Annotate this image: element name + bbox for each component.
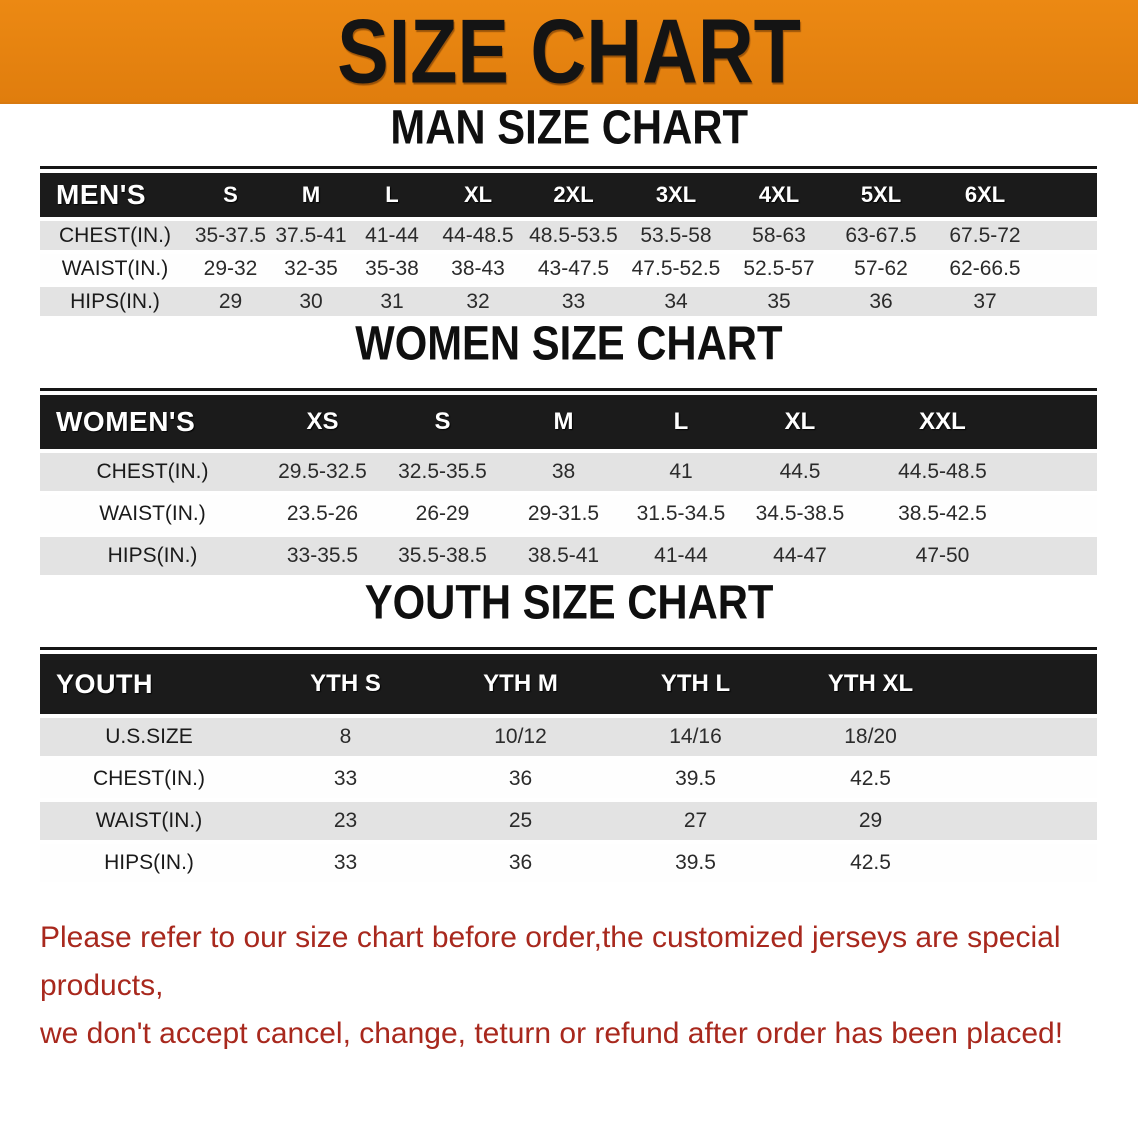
men-measurement-value: 48.5-53.5 (523, 221, 624, 250)
youth-measurement-value: 39.5 (608, 844, 783, 882)
men-row-filler (1038, 221, 1097, 250)
youth-measurement-value: 18/20 (783, 718, 958, 756)
youth-header-filler (958, 654, 1097, 714)
men-measurement-value: 32 (433, 287, 523, 316)
youth-row-label: U.S.SIZE (40, 718, 258, 756)
men-row-label: CHEST(IN.) (40, 221, 190, 250)
size-chart-banner (0, 0, 1138, 104)
men-measurement-value: 67.5-72 (932, 221, 1038, 250)
men-measurement-value: 35-37.5 (190, 221, 271, 250)
youth-measurement-value: 23 (258, 802, 433, 840)
women-row-label: HIPS(IN.) (40, 537, 265, 575)
women-measurement-value: 26-29 (380, 495, 505, 533)
women-header-filler (1025, 395, 1097, 449)
men-measurement-value: 47.5-52.5 (624, 254, 728, 283)
youth-row-filler (958, 718, 1097, 756)
youth-measurement-row (40, 844, 1097, 882)
men-measurement-row (40, 221, 1097, 250)
men-measurement-value: 53.5-58 (624, 221, 728, 250)
men-measurement-value: 29-32 (190, 254, 271, 283)
women-measurement-row (40, 495, 1097, 533)
youth-row-label: HIPS(IN.) (40, 844, 258, 882)
youth-measurement-value: 33 (258, 844, 433, 882)
men-measurement-value: 52.5-57 (728, 254, 830, 283)
women-measurement-value: 41-44 (622, 537, 740, 575)
youth-measurement-value: 33 (258, 760, 433, 798)
men-size-column-header: M (271, 173, 351, 217)
men-measurement-value: 36 (830, 287, 932, 316)
men-section-heading-text: MAN SIZE CHART (390, 100, 748, 155)
disclaimer-text (40, 914, 1110, 1058)
women-measurement-value: 33-35.5 (265, 537, 380, 575)
men-measurement-value: 63-67.5 (830, 221, 932, 250)
banner-title: SIZE CHART (337, 0, 801, 102)
men-size-column-header: 5XL (830, 173, 932, 217)
youth-measurement-value: 25 (433, 802, 608, 840)
youth-row-label: CHEST(IN.) (40, 760, 258, 798)
men-measurement-row (40, 254, 1097, 283)
women-header-row (40, 395, 1097, 449)
women-measurement-value: 35.5-38.5 (380, 537, 505, 575)
youth-measurement-value: 8 (258, 718, 433, 756)
men-measurement-value: 44-48.5 (433, 221, 523, 250)
men-measurement-value: 31 (351, 287, 433, 316)
men-measurement-value: 29 (190, 287, 271, 316)
youth-row-filler (958, 760, 1097, 798)
youth-section-heading-text: YOUTH SIZE CHART (364, 575, 774, 630)
youth-measurement-value: 42.5 (783, 844, 958, 882)
youth-row-filler (958, 844, 1097, 882)
youth-measurement-value: 10/12 (433, 718, 608, 756)
women-measurement-value: 44-47 (740, 537, 860, 575)
youth-header-row (40, 654, 1097, 714)
men-row-label: HIPS(IN.) (40, 287, 190, 316)
youth-size-column-header: YTH S (258, 654, 433, 714)
youth-section-heading (0, 575, 1138, 630)
youth-measurement-value: 42.5 (783, 760, 958, 798)
women-measurement-value: 44.5 (740, 453, 860, 491)
men-size-column-header: 6XL (932, 173, 1038, 217)
women-measurement-value: 38 (505, 453, 622, 491)
women-row-label: WAIST(IN.) (40, 495, 265, 533)
men-measurement-value: 35-38 (351, 254, 433, 283)
women-section-heading-text: WOMEN SIZE CHART (355, 316, 783, 371)
women-size-table (40, 388, 1097, 579)
men-measurement-value: 57-62 (830, 254, 932, 283)
women-measurement-value: 29-31.5 (505, 495, 622, 533)
youth-size-column-header: YTH L (608, 654, 783, 714)
men-row-filler (1038, 287, 1097, 316)
women-measurement-value: 41 (622, 453, 740, 491)
men-size-column-header: 4XL (728, 173, 830, 217)
women-row-filler (1025, 453, 1097, 491)
men-measurement-value: 43-47.5 (523, 254, 624, 283)
women-measurement-value: 34.5-38.5 (740, 495, 860, 533)
men-header-filler (1038, 173, 1097, 217)
men-measurement-value: 41-44 (351, 221, 433, 250)
women-row-filler (1025, 495, 1097, 533)
youth-measurement-value: 27 (608, 802, 783, 840)
women-row-label: CHEST(IN.) (40, 453, 265, 491)
men-measurement-value: 37 (932, 287, 1038, 316)
women-size-column-header: XXL (860, 395, 1025, 449)
women-measurement-row (40, 537, 1097, 575)
disclaimer-line-1: Please refer to our size chart before order,the customized jerseys are special products, (40, 921, 1061, 1002)
men-measurement-value: 38-43 (433, 254, 523, 283)
youth-table-label: YOUTH (40, 654, 258, 714)
men-size-column-header: L (351, 173, 433, 217)
women-table-label: WOMEN'S (40, 395, 265, 449)
women-size-column-header: XS (265, 395, 380, 449)
women-measurement-value: 23.5-26 (265, 495, 380, 533)
men-size-column-header: 2XL (523, 173, 624, 217)
women-measurement-value: 38.5-42.5 (860, 495, 1025, 533)
youth-measurement-value: 36 (433, 760, 608, 798)
youth-measurement-row (40, 802, 1097, 840)
men-measurement-value: 30 (271, 287, 351, 316)
youth-row-filler (958, 802, 1097, 840)
men-measurement-value: 34 (624, 287, 728, 316)
women-measurement-value: 29.5-32.5 (265, 453, 380, 491)
men-measurement-value: 37.5-41 (271, 221, 351, 250)
men-measurement-value: 62-66.5 (932, 254, 1038, 283)
youth-measurement-value: 29 (783, 802, 958, 840)
women-size-column-header: S (380, 395, 505, 449)
men-size-column-header: XL (433, 173, 523, 217)
youth-size-column-header: YTH M (433, 654, 608, 714)
men-size-column-header: 3XL (624, 173, 728, 217)
youth-size-column-header: YTH XL (783, 654, 958, 714)
men-size-column-header: S (190, 173, 271, 217)
youth-row-label: WAIST(IN.) (40, 802, 258, 840)
women-measurement-value: 47-50 (860, 537, 1025, 575)
men-size-table (40, 166, 1097, 320)
women-row-filler (1025, 537, 1097, 575)
youth-measurement-value: 36 (433, 844, 608, 882)
men-row-label: WAIST(IN.) (40, 254, 190, 283)
men-header-row (40, 173, 1097, 217)
youth-measurement-value: 39.5 (608, 760, 783, 798)
women-measurement-value: 44.5-48.5 (860, 453, 1025, 491)
women-size-column-header: L (622, 395, 740, 449)
men-measurement-row (40, 287, 1097, 316)
youth-measurement-row (40, 760, 1097, 798)
men-measurement-value: 58-63 (728, 221, 830, 250)
youth-measurement-row (40, 718, 1097, 756)
women-measurement-value: 31.5-34.5 (622, 495, 740, 533)
men-row-filler (1038, 254, 1097, 283)
men-measurement-value: 33 (523, 287, 624, 316)
men-table-label: MEN'S (40, 173, 190, 217)
women-size-column-header: XL (740, 395, 860, 449)
youth-size-table (40, 647, 1097, 886)
men-measurement-value: 35 (728, 287, 830, 316)
youth-measurement-value: 14/16 (608, 718, 783, 756)
disclaimer-line-2: we don't accept cancel, change, teturn or refund after order has been placed! (40, 1017, 1064, 1050)
women-size-column-header: M (505, 395, 622, 449)
women-section-heading (0, 316, 1138, 371)
women-measurement-row (40, 453, 1097, 491)
women-measurement-value: 32.5-35.5 (380, 453, 505, 491)
men-section-heading (0, 100, 1138, 155)
men-measurement-value: 32-35 (271, 254, 351, 283)
women-measurement-value: 38.5-41 (505, 537, 622, 575)
